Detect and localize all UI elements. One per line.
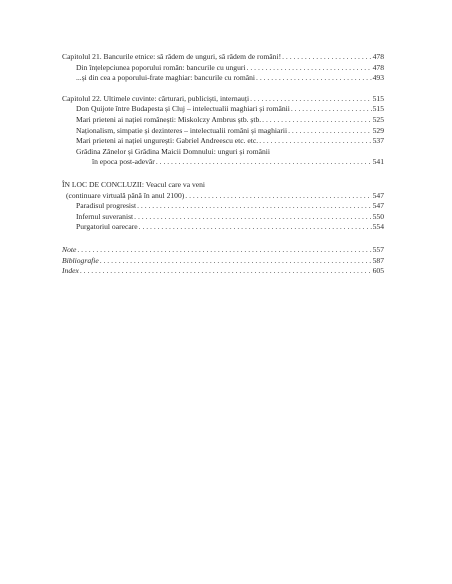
toc-entry[interactable] [62, 212, 384, 223]
toc-entry-conclusions[interactable] [62, 180, 384, 191]
toc-entry-title: Capitolul 22. Ultimele cuvinte: cărturari, publiciști, internauți [62, 93, 250, 103]
toc-page-number: 515 [372, 104, 384, 114]
toc-entry-title-continued: în epoca post-adevăr [92, 157, 155, 167]
toc-entry-title: Capitolul 21. Bancurile etnice: să râdem de unguri, să râdem de români! [62, 52, 282, 61]
leader-dots [139, 222, 372, 233]
leader-dots [250, 94, 372, 105]
toc-entry-title: Mari prieteni ai nației ungurești: Gabriel Andreescu etc. etc. [76, 136, 259, 146]
table-of-contents [62, 52, 384, 277]
leader-dots [134, 212, 371, 223]
toc-page-number: 525 [372, 114, 384, 124]
leader-dots [137, 201, 372, 212]
toc-page-number: 529 [372, 125, 384, 135]
toc-page-number: 493 [372, 73, 384, 83]
leader-dots [282, 52, 372, 63]
toc-entry[interactable] [62, 201, 384, 212]
toc-entry[interactable] [62, 104, 384, 115]
leader-dots [185, 191, 371, 202]
toc-page-number: 537 [372, 136, 384, 146]
toc-entry-index[interactable] [62, 266, 384, 277]
toc-entry-title: Grădina Zânelor și Grădina Maicii Domnului: unguri și românii [76, 146, 271, 156]
toc-entry[interactable] [62, 191, 384, 202]
toc-entry-chapter-21[interactable] [62, 52, 384, 63]
toc-entry-notes[interactable] [62, 245, 384, 256]
toc-entry[interactable] [62, 222, 384, 233]
toc-entry-title: Paradisul progresist [76, 201, 137, 211]
toc-entry-title: Note [62, 244, 77, 254]
toc-entry-title: Bibliografie [62, 255, 99, 265]
toc-back-matter [62, 245, 384, 277]
toc-page-number: 605 [372, 266, 384, 276]
toc-entry-title: Mari prieteni ai nației românești: Miskolczy Ambrus ștb. ștb. [76, 114, 262, 124]
toc-page-number: 515 [372, 93, 384, 103]
toc-entry[interactable] [62, 73, 384, 84]
toc-page-number: 547 [372, 201, 384, 211]
toc-entry-title: ÎN LOC DE CONCLUZII: Veacul care va veni [62, 179, 206, 189]
leader-dots [77, 245, 371, 256]
toc-entry-title: Infernul suveranist [76, 211, 134, 221]
toc-page-number: 478 [372, 52, 384, 61]
leader-dots [291, 104, 372, 115]
leader-dots [100, 256, 372, 267]
toc-entry-title: Purgatoriul oarecare [76, 222, 138, 232]
leader-dots [262, 115, 371, 126]
toc-page-number: 557 [372, 244, 384, 254]
toc-entry-title: Naționalism, simpatie și dezinteres – intelectualii români și maghiarii [76, 125, 288, 135]
toc-entry[interactable] [62, 115, 384, 126]
toc-entry-bibliography[interactable] [62, 256, 384, 267]
leader-dots [80, 266, 372, 277]
toc-entry-title: ...și din cea a poporului-frate maghiar: bancurile cu români [76, 73, 256, 83]
leader-dots [247, 63, 372, 74]
toc-page-number: 550 [372, 211, 384, 221]
leader-dots [288, 126, 372, 137]
toc-page-number: 478 [372, 62, 384, 72]
toc-chapter-22 [62, 94, 384, 168]
toc-entry[interactable] [62, 63, 384, 74]
toc-page-number: 547 [372, 190, 384, 200]
leader-dots [259, 136, 371, 147]
toc-entry[interactable] [62, 136, 384, 147]
toc-entry[interactable] [62, 126, 384, 137]
toc-page-number: 587 [372, 255, 384, 265]
toc-entry[interactable] [62, 157, 384, 168]
toc-entry-line[interactable] [62, 147, 384, 158]
toc-conclusions [62, 180, 384, 233]
toc-chapter-21 [62, 52, 384, 84]
toc-page-number: 541 [372, 157, 384, 167]
leader-dots [256, 73, 372, 84]
toc-entry-title: Index [62, 266, 79, 276]
toc-entry-title: Don Quijote între Budapesta și Cluj – intelectualii maghiari și românii [76, 104, 290, 114]
leader-dots [156, 157, 372, 168]
toc-entry-title: Din înțelepciunea poporului român: bancurile cu unguri [76, 62, 246, 72]
toc-entry-subtitle: (continuare virtuală până în anul 2100) [66, 190, 185, 200]
toc-page-number: 554 [372, 222, 384, 232]
toc-entry-chapter-22[interactable] [62, 94, 384, 105]
